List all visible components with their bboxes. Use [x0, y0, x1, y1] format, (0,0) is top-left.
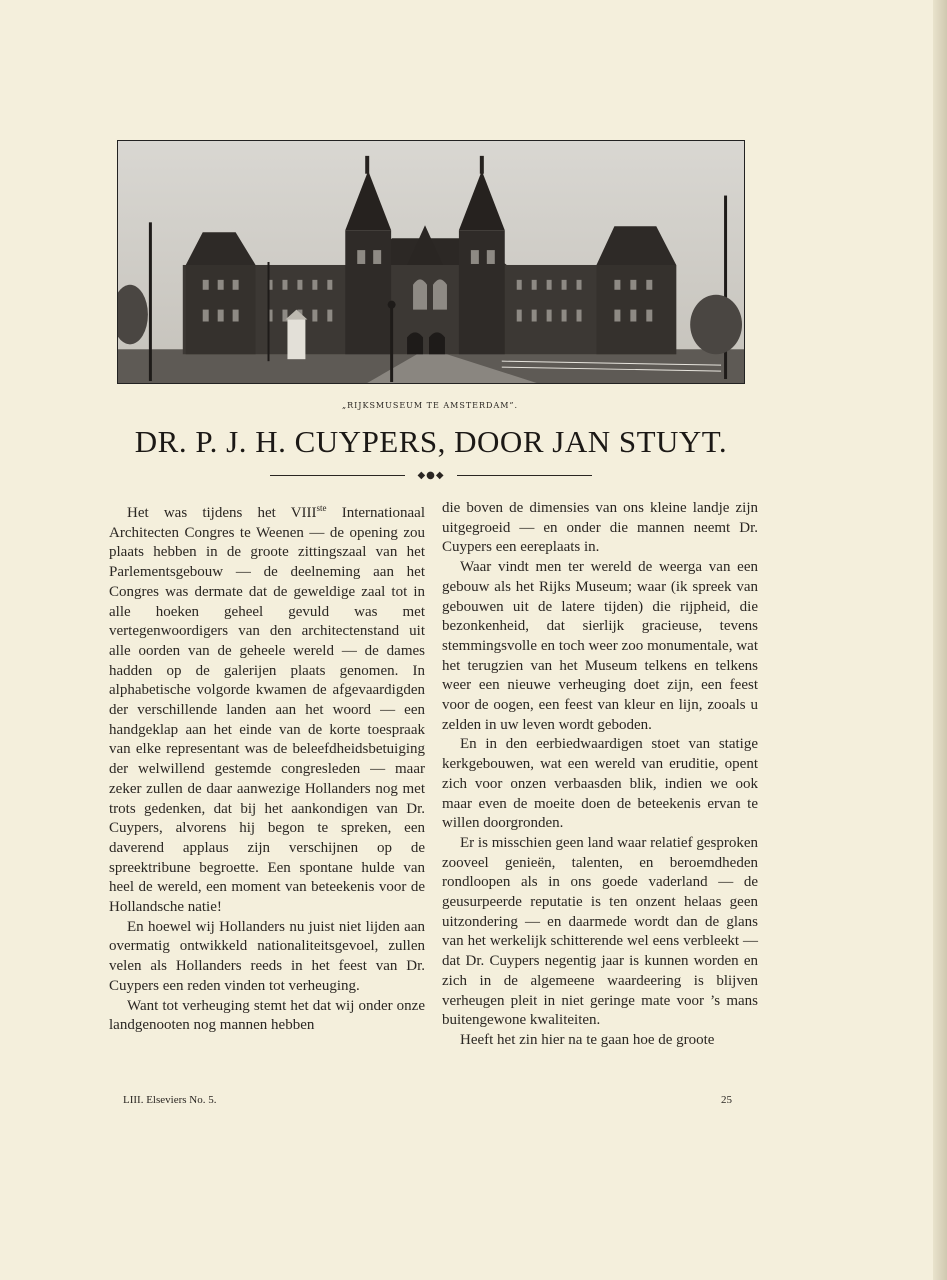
rijksmuseum-illustration [118, 141, 744, 383]
paragraph-text: Het was tijdens het VIII [127, 505, 317, 521]
article-column-right [442, 499, 758, 1051]
photo-caption: „RIJKSMUSEUM TE AMSTERDAM”. [341, 401, 519, 410]
rijksmuseum-photo [117, 140, 745, 384]
page-edge [933, 0, 947, 1280]
footer-publication: LIII. Elseviers No. 5. [123, 1094, 217, 1106]
article-paragraph: Want tot verheuging stemt het dat wij onder onze landgenooten nog mannen hebben [109, 997, 425, 1034]
divider-line-right [457, 475, 592, 476]
ordinal-superscript: ste [316, 503, 327, 513]
article-paragraph: Er is misschien geen land waar relatief gesproken zooveel genieën, talenten, en beroemdheden rondloopen als in ons goede vaderland — de geusurpeerde reputatie is ten onzent helaas geen uitzondering — en daarmede wordt dan de glans van het werkelijk schitterende wel eens verbleekt — dat Dr. Cuypers negentig jaar is kunnen worden en zich in de algemeene waardeering is blijven verheugen pleit in niet geringe mate voor ’s mans buitengewone kwaliteiten. [442, 834, 758, 1029]
divider-line-left [270, 475, 405, 476]
article-paragraph: Heeft het zin hier na te gaan hoe de groote [460, 1031, 715, 1048]
paragraph-text: Internationaal Architecten Congres te Weenen — de opening zou plaats hebben in de groote zittingszaal van het Parlementsgebouw — de deelneming aan het Congres was dermate dat de geweldige zaal tot in alle hoeken geheel gevuld was met vertegenwoordigers van den architectenstand uit alle oorden van de geheele wereld — de dames hadden op de galerijen plaats genomen. In alphabetische volgorde kwamen de afgevaardigden der verschillende landen aan het woord — een handgeklap aan het einde van de korte toespraak van elke representant was de beleefdheidsbetuiging der welwillend gestemde congresleden — maar zeker zullen de daar aanwezige Hollanders nog met trots gedenken, dat bij het aankondigen van Dr. Cuypers, alvorens hij begon te spreken, een daverend applaus zijn verschijnen op de spreektribune begroette. Een spontane hulde van heel de wereld, een moment van beteekenis voor de Hollandsche natie! [109, 505, 425, 916]
title-divider [270, 470, 592, 482]
article-paragraph: die boven de dimensies van ons kleine landje zijn uitgegroeid — en onder die mannen neemt Dr. Cuypers een eereplaats in. [442, 500, 758, 556]
article-paragraph [109, 499, 425, 918]
page-number: 25 [721, 1094, 732, 1106]
ornament-icon: ◆●◆ [417, 470, 445, 481]
article-paragraph: Waar vindt men ter wereld de weerga van een gebouw als het Rijks Museum; waar (ik spreek van gebouwen uit de latere tijden) die rijpheid, die bezonkenheid, dat sierlijk gracieuse, tevens stemmingsvolle en toch weer zoo monumentale, wat het terugzien van het Museum telkens en telkens weer een nieuwe verheuging doet zijn, een feest voor de oogen, een feest van kleur en lijn, zooals u zelden in uw leven wordt geboden. [442, 559, 758, 733]
article-column-left [109, 499, 425, 1036]
article-paragraph: En hoewel wij Hollanders nu juist niet lijden aan overmatig ontwikkeld nationaliteitsgevoel, zullen velen als Hollanders reeds in het feest van Dr. Cuypers een reden vinden tot verheuging. [109, 918, 425, 994]
page-title: DR. P. J. H. CUYPERS, DOOR JAN STUYT. [134, 424, 728, 459]
article-paragraph: En in den eerbiedwaardigen stoet van statige kerkgebouwen, wat een wereld van eruditie, opent zich voor onzen verbaasden blik, indien we ook maar even de moeite doen de beteekenis ervan te willen doorgronden. [442, 736, 758, 832]
